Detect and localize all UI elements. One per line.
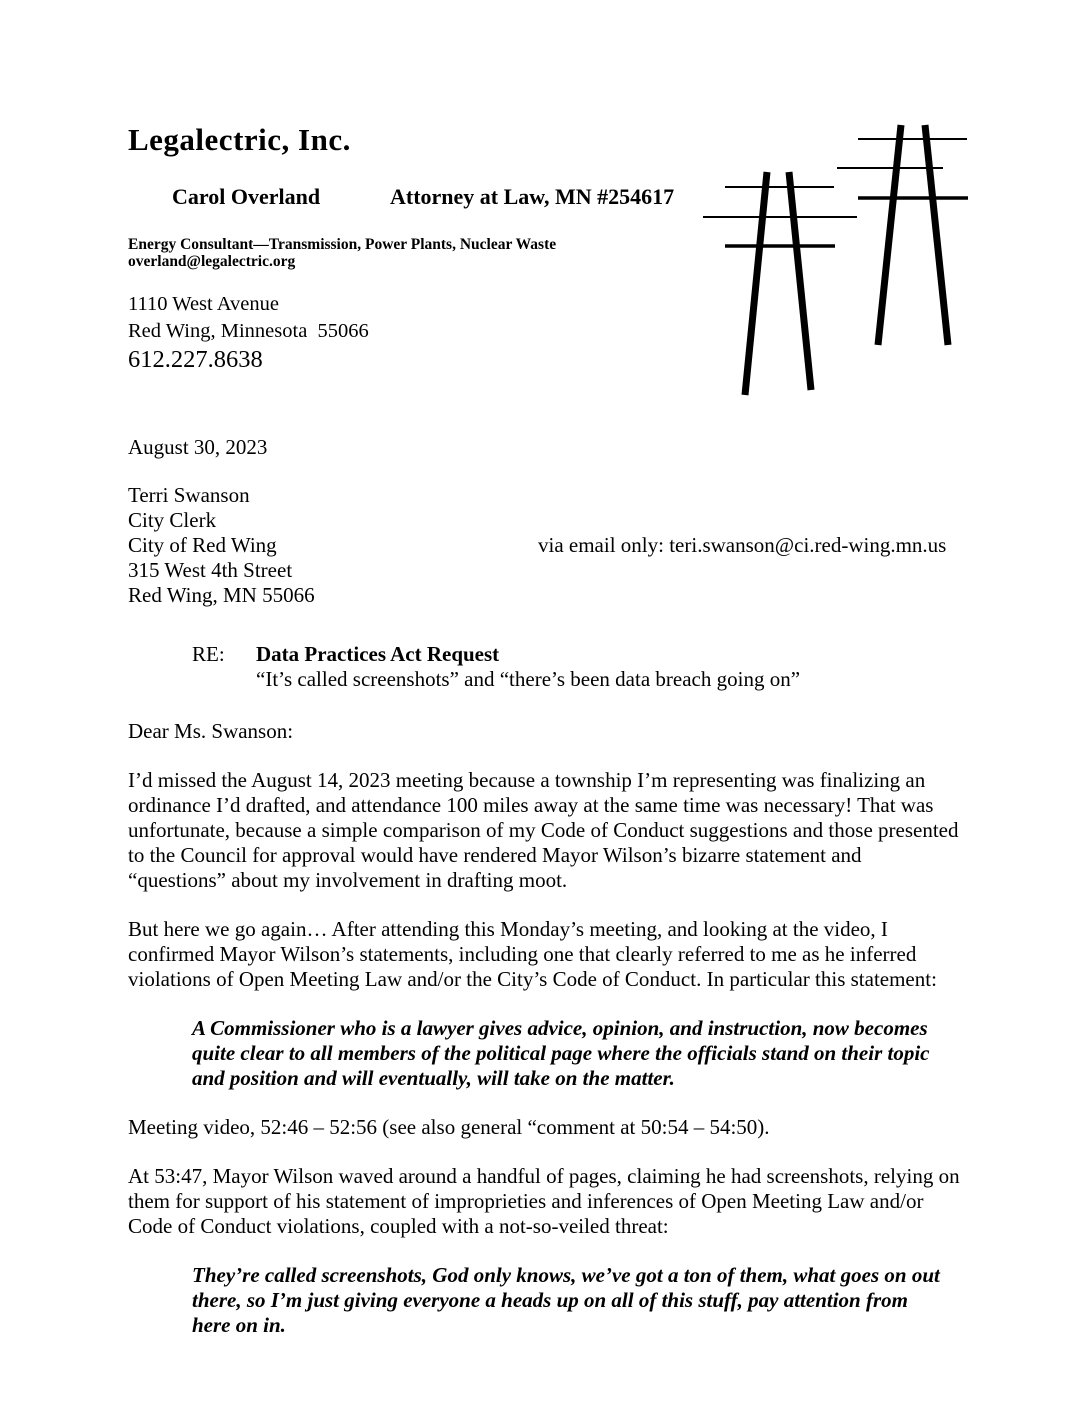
attorney-title: Attorney at Law, MN #254617 (390, 184, 675, 209)
re-row (192, 642, 960, 667)
body-paragraph: At 53:47, Mayor Wilson waved around a handful of pages, claiming he had screenshots, relying on them for support of his statement of improprieties and inferences of Open Meeting Law and/or Code of Conduct violations, coupled with a not-so-veiled threat: (128, 1164, 960, 1238)
phone-number: 612.227.8638 (128, 346, 263, 373)
recipient-block (128, 483, 960, 608)
address-block (128, 291, 960, 375)
re-subject: Data Practices Act Request (256, 642, 500, 666)
address-line: Red Wing, Minnesota 55066 (128, 320, 369, 342)
address-line: 1110 West Avenue (128, 293, 279, 315)
body-paragraph: But here we go again… After attending this Monday’s meeting, and looking at the video, I confirmed Mayor Wilson’s statements, including one that clearly referred to me as he inferred violations of Open Meeting Law and/or the City’s Code of Conduct. In particular this statement: (128, 917, 937, 991)
recipient-street: 315 West 4th Street (128, 558, 293, 582)
letterhead-email: overland@legalectric.org (128, 253, 296, 270)
company-name: Legalectric, Inc. (128, 122, 351, 157)
attorney-name: Carol Overland (172, 184, 321, 209)
recipient-city-state: Red Wing, MN 55066 (128, 583, 315, 607)
letterhead (128, 122, 960, 375)
re-label: RE: (192, 642, 225, 666)
recipient-title: City Clerk (128, 508, 217, 532)
via-email-note: via email only: teri.swanson@ci.red-wing.mn.us (538, 533, 947, 557)
recipient-city-row (128, 533, 960, 558)
body-paragraph: Meeting video, 52:46 – 52:56 (see also general “comment at 50:54 – 54:50). (128, 1115, 770, 1139)
attorney-line (128, 158, 960, 236)
quoted-statement: A Commissioner who is a lawyer gives advice, opinion, and instruction, now becomes quite clear to all members of the political page where the officials stand on their topic and position and will eventually, will take on the matter. (192, 1016, 930, 1090)
tagline: Energy Consultant—Transmission, Power Plants, Nuclear Waste (128, 236, 557, 253)
re-subtitle: “It’s called screenshots” and “there’s been data breach going on” (256, 667, 801, 691)
quoted-statement: They’re called screenshots, God only knows, we’ve got a ton of them, what goes on out there, so I’m just giving everyone a heads up on all of this stuff, pay attention from here on in. (192, 1263, 940, 1337)
body-paragraph: I’d missed the August 14, 2023 meeting because a township I’m representing was finalizing an ordinance I’d drafted, and attendance 100 miles away at the same time was necessary! That was unfortunate, because a simple comparison of my Code of Conduct suggestions and those presented to the Council for approval would have rendered Mayor Wilson’s bizarre statement and “questions” about my involvement in drafting moot. (128, 768, 959, 892)
letter-date: August 30, 2023 (128, 435, 268, 459)
re-block (192, 642, 960, 692)
recipient-name: Terri Swanson (128, 483, 250, 507)
recipient-org: City of Red Wing (128, 533, 277, 557)
salutation: Dear Ms. Swanson: (128, 719, 294, 743)
